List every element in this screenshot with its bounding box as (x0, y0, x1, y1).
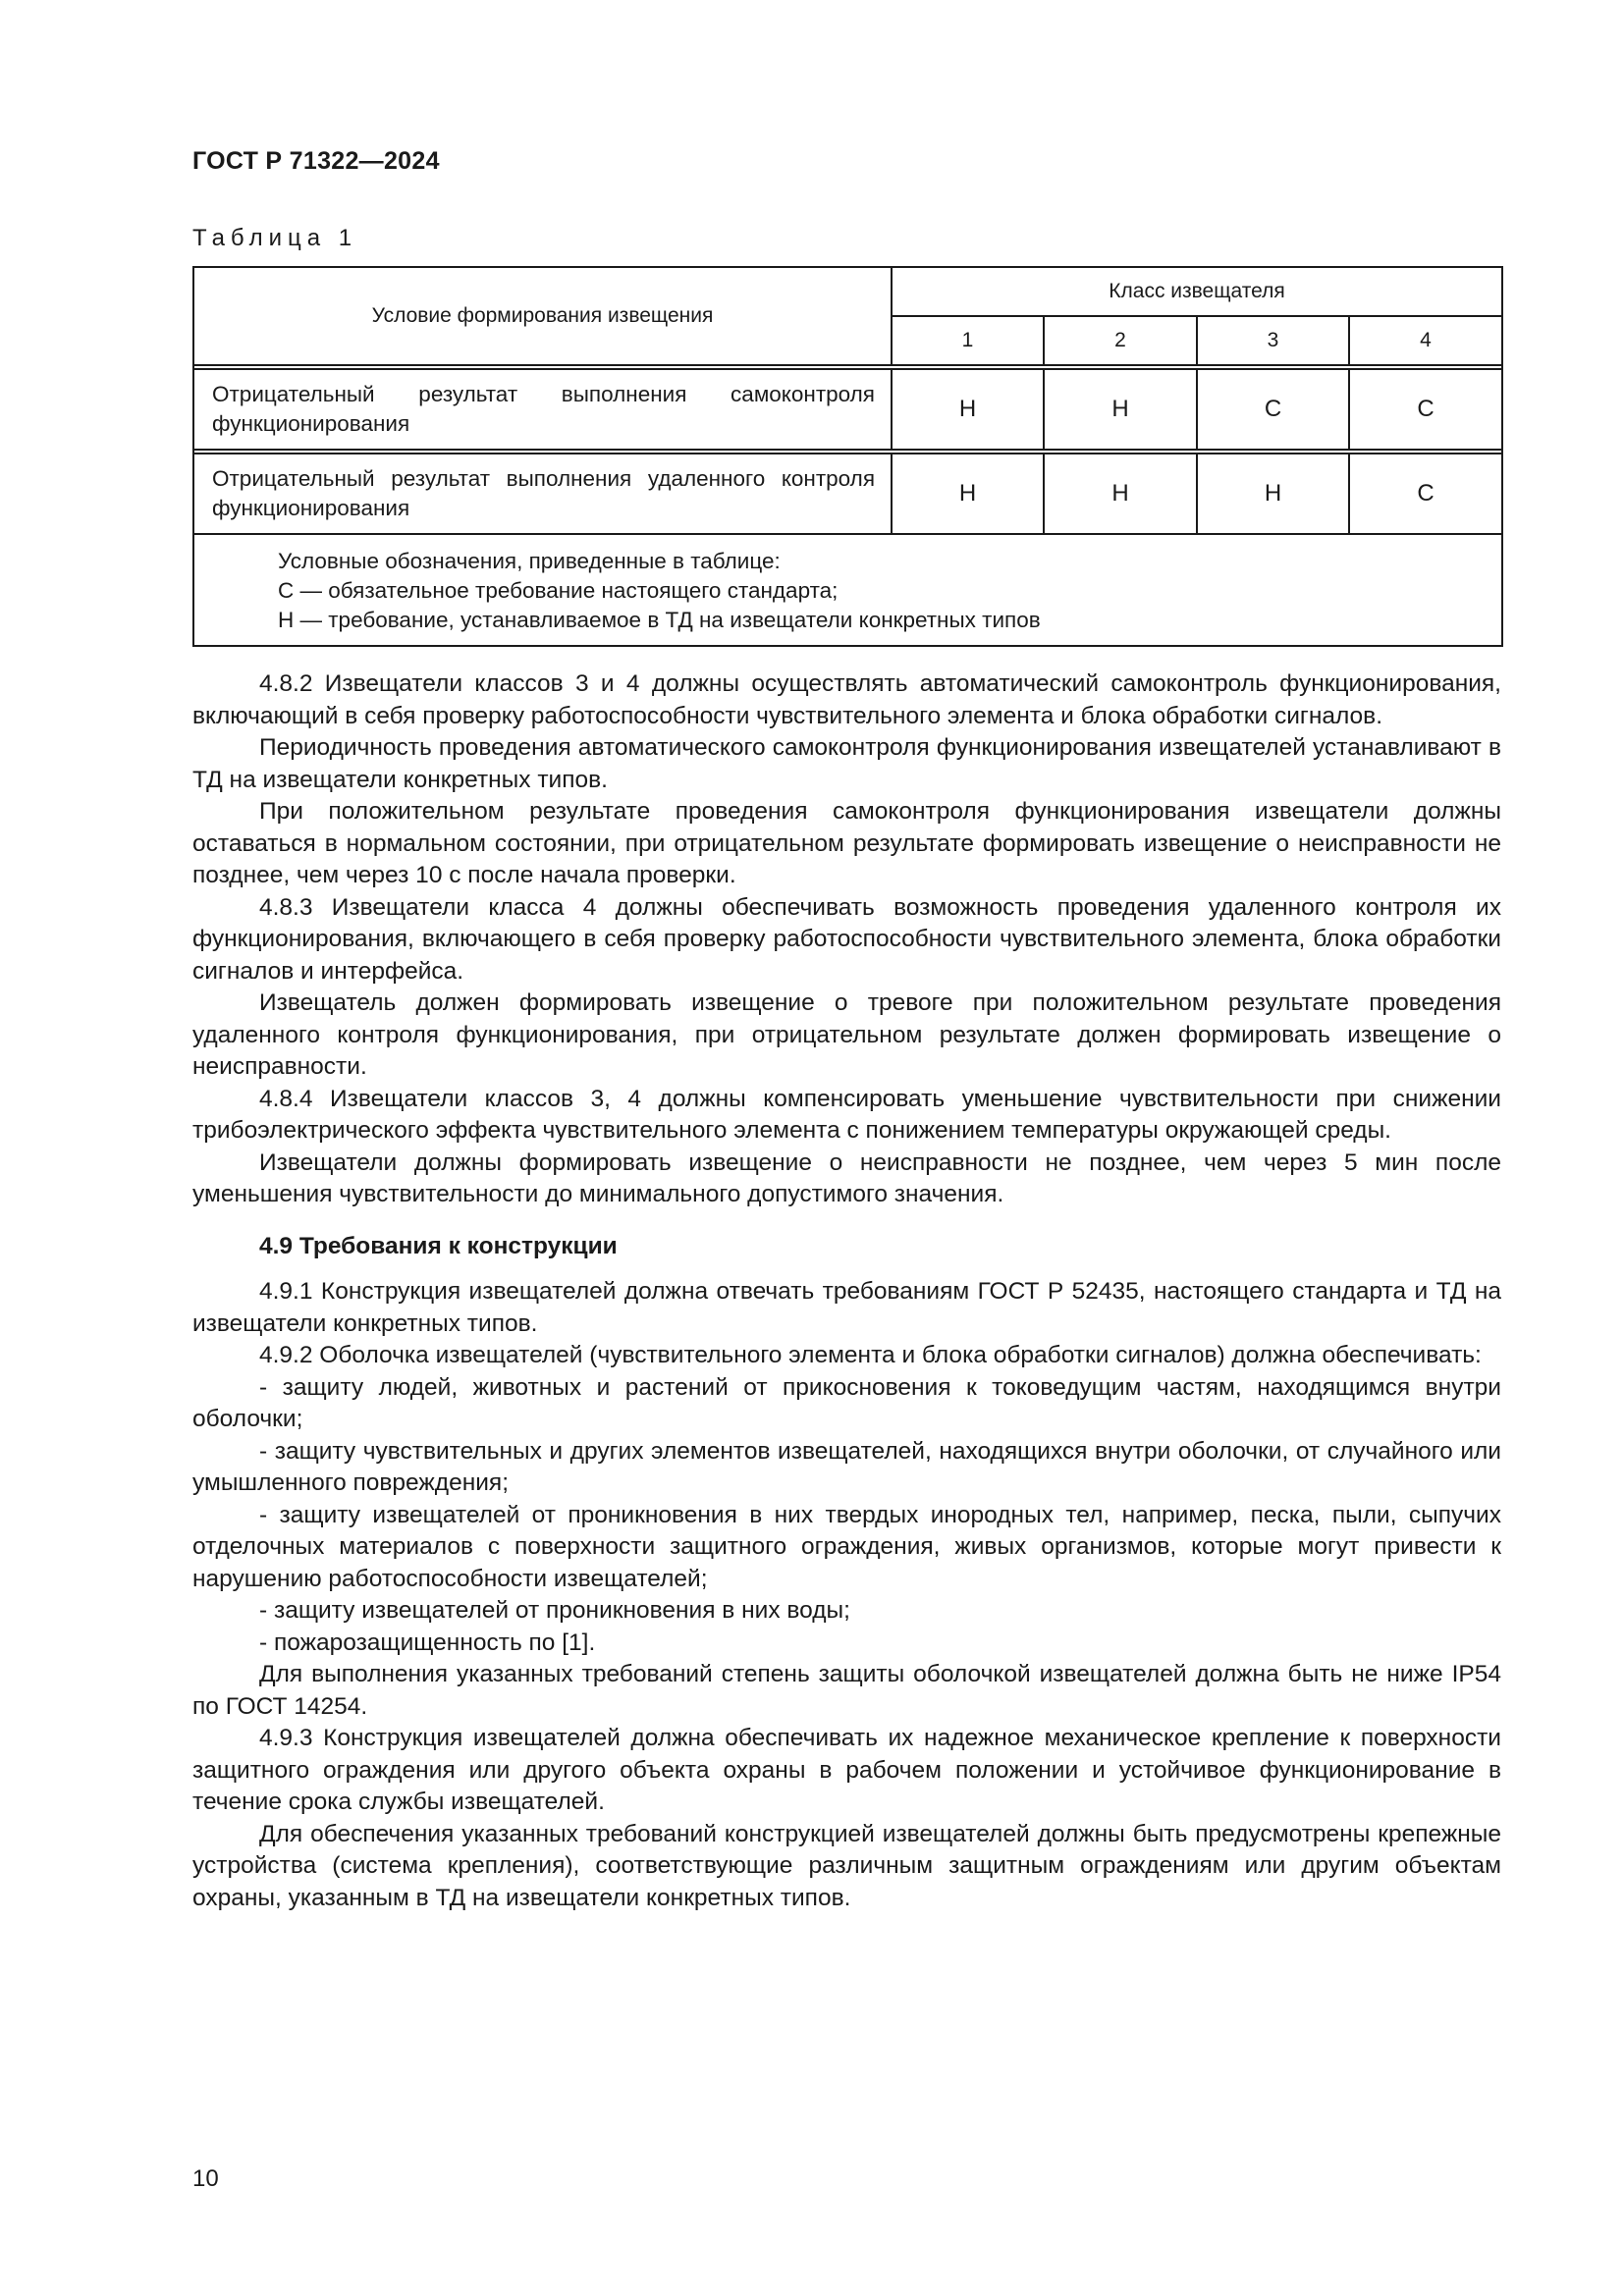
legend-line: Н — требование, устанавливаемое в ТД на извещатели конкретных типов (278, 608, 1041, 632)
document-body (192, 668, 1501, 1914)
cell-value: Н (1197, 454, 1349, 534)
list-item: - защиту чувствительных и других элементов извещателей, находящихся внутри оболочки, от случайного или умышленного повреждения; (192, 1437, 1501, 1496)
cell-value: Н (892, 454, 1044, 534)
cell-value: С (1349, 369, 1502, 450)
paragraph: Для выполнения указанных требований степень защиты оболочкой извещателей должна быть не ниже IP54 по ГОСТ 14254. (192, 1661, 1501, 1720)
list-item: - защиту извещателей от проникновения в них твердых инородных тел, например, песка, пыли, сыпучих отделочных материалов с поверхности защитного ограждения, живых организмов, которые могут привести к нарушению работоспособности извещателей; (192, 1501, 1501, 1592)
page-number: 10 (192, 2165, 219, 2192)
paragraph: 4.8.2 Извещатели классов 3 и 4 должны осуществлять автоматический самоконтроль функционирования, включающий в себя проверку работоспособности чувствительного элемента и блока обработки сигналов. (192, 670, 1501, 729)
paragraph: 4.8.4 Извещатели классов 3, 4 должны компенсировать уменьшение чувствительности при снижении трибоэлектрического эффекта чувствительного элемента с понижением температуры окружающей среды. (192, 1085, 1501, 1144)
list-item: - защиту людей, животных и растений от прикосновения к токоведущим частям, находящимся внутри оболочки; (192, 1373, 1501, 1432)
paragraph: 4.9.1 Конструкция извещателей должна отвечать требованиям ГОСТ Р 52435, настоящего стандарта и ТД на извещатели конкретных типов. (192, 1278, 1501, 1337)
paragraph: 4.9.2 Оболочка извещателей (чувствительного элемента и блока обработки сигналов) должна обеспечивать: (259, 1342, 1482, 1368)
class-header: Класс извещателя (892, 267, 1502, 316)
cell-value: Н (1044, 369, 1197, 450)
paragraph: 4.8.3 Извещатели класса 4 должны обеспечивать возможность проведения удаленного контроля их функционирования, включающего в себя проверку работоспособности чувствительного элемента, блока обработки сигналов и интерфейса. (192, 893, 1501, 985)
class-number: 2 (1044, 316, 1197, 365)
cell-value: С (1197, 369, 1349, 450)
legend-line: Условные обозначения, приведенные в таблице: (278, 549, 781, 573)
row-condition: Отрицательный результат выполнения самоконтроля функционирования (193, 369, 892, 450)
standard-header: ГОСТ Р 71322—2024 (192, 147, 440, 175)
condition-header: Условие формирования извещения (193, 267, 892, 365)
class-table (192, 266, 1503, 647)
cell-value: Н (1044, 454, 1197, 534)
paragraph: 4.9.3 Конструкция извещателей должна обеспечивать их надежное механическое крепление к поверхности защитного ограждения или другого объекта охраны в рабочем положении и устойчивое функционирование в течение срока службы извещателей. (192, 1725, 1501, 1815)
table-row (193, 369, 1502, 450)
class-number: 1 (892, 316, 1044, 365)
paragraph: Для обеспечения указанных требований конструкцией извещателей должны быть предусмотрены крепежные устройства (система крепления), соответствующие различным защитным ограждениям или другим объектам охраны, указанным в ТД на извещатели конкретных типов. (192, 1820, 1501, 1911)
paragraph: Периодичность проведения автоматического самоконтроля функционирования извещателей устанавливают в ТД на извещатели конкретных типов. (192, 734, 1501, 793)
cell-value: Н (892, 369, 1044, 450)
row-condition: Отрицательный результат выполнения удаленного контроля функционирования (193, 454, 892, 534)
paragraph: Извещатели должны формировать извещение о неисправности не позднее, чем через 5 мин после уменьшения чувствительности до минимального допустимого значения. (192, 1148, 1501, 1207)
list-item: - пожарозащищенность по [1]. (259, 1629, 596, 1656)
legend-line: С — обязательное требование настоящего стандарта; (278, 578, 839, 603)
list-item: - защиту извещателей от проникновения в них воды; (259, 1597, 850, 1624)
table-caption: Таблица 1 (192, 225, 358, 251)
class-number: 4 (1349, 316, 1502, 365)
table-row (193, 454, 1502, 534)
cell-value: С (1349, 454, 1502, 534)
section-title: 4.9 Требования к конструкции (259, 1232, 618, 1259)
table-legend (193, 534, 1502, 646)
paragraph: Извещатель должен формировать извещение о тревоге при положительном результате проведения удаленного контроля функционирования, при отрицательном результате должен формировать извещение о неисправности. (192, 989, 1501, 1080)
paragraph: При положительном результате проведения самоконтроля функционирования извещатели должны оставаться в нормальном состоянии, при отрицательном результате формировать извещение о неисправности не позднее, чем через 10 с после начала проверки. (192, 798, 1501, 888)
class-number: 3 (1197, 316, 1349, 365)
